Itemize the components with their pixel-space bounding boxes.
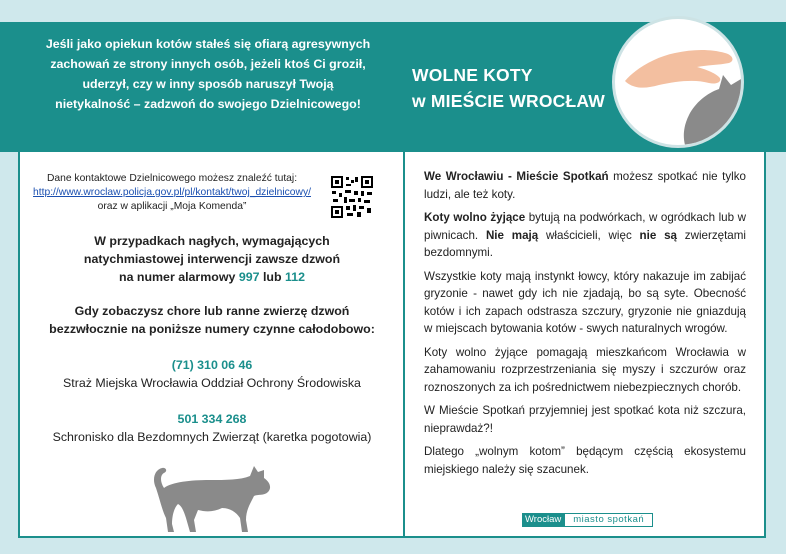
warning-line: uderzył, czy w inny sposób naruszył Twoją <box>82 77 334 91</box>
warning-line: zachowań ze strony innych osób, jeżeli ktoś Ci groził, <box>50 57 366 71</box>
contact-line: Dane kontaktowe Dzielnicowego możesz znaleźć tutaj: <box>46 173 298 184</box>
hand-icon <box>625 50 732 88</box>
warning-line: nietykalność – zadzwoń do swojego Dzielnicowego! <box>55 97 361 111</box>
contact-info <box>22 172 322 214</box>
phone-number[interactable]: 501 334 268 <box>177 412 247 426</box>
paragraph: W Mieście Spotkań przyjemniej jest spotkać kota niż szczura, nieprawdaż?! <box>424 404 746 435</box>
wroclaw-logo-badge <box>522 513 653 527</box>
paragraph: Koty wolno żyjące bytują na podwórkach, w ogródkach lub w piwnicach. Nie mają właścicieli, więc nie są zwierzętami bezdomnymi. <box>424 211 746 259</box>
phone-number[interactable]: (71) 310 06 46 <box>171 358 253 372</box>
hand-cat-illustration <box>612 16 744 148</box>
warning-message <box>18 34 398 114</box>
contact-line: oraz w aplikacji „Moja Komenda” <box>97 201 247 212</box>
column-divider <box>403 152 405 538</box>
phone-entry <box>22 358 402 390</box>
phone-entry <box>22 412 402 444</box>
phone-label: Schronisko dla Bezdomnych Zwierząt (karetka pogotowia) <box>52 430 372 444</box>
badge-left: Wrocław <box>522 513 564 527</box>
paragraph: Wszystkie koty mają instynkt łowcy, który nakazuje im zabijać gryzonie - nawet gdy ich nie zjadają, bo są syte. Obecność kotów i ich zapach odstrasza szczury, gryzonie nie gniazdują w miejscach bytowania kotów - swych naturalnych wrogów. <box>424 269 746 335</box>
title-line-2: w MIEŚCIE WROCŁAW <box>412 91 605 111</box>
emergency-number-112: 112 <box>284 270 305 284</box>
police-link[interactable]: http://www.wroclaw.policja.gov.pl/pl/kontakt/twoj_dzielnicowy/ <box>33 187 311 198</box>
emergency-line: W przypadkach nagłych, wymagających <box>94 234 330 248</box>
emergency-line: na numer alarmowy 997 lub 112 <box>119 270 305 284</box>
sick-animal-info <box>22 302 402 338</box>
page-title <box>412 62 605 114</box>
paragraph: Dlatego „wolnym kotom” będącym częścią ekosystemu miejskiego należy się szacunek. <box>424 445 746 476</box>
paragraph: Koty wolno żyjące pomagają mieszkańcom Wrocławia w zahamowaniu rozprzestrzeniania się myszy i szczurów oraz roznoszonych za ich pośrednictwem niebezpiecznych chorób. <box>424 345 746 394</box>
paragraph: We Wrocławiu - Mieście Spotkań możesz spotkać nie tylko ludzi, ale też koty. <box>424 170 746 201</box>
title-line-1: WOLNE KOTY <box>412 65 533 85</box>
badge-right: miasto spotkań <box>564 513 653 527</box>
qr-code-icon <box>330 175 374 219</box>
walking-cat-icon <box>150 458 278 534</box>
emergency-info <box>22 232 402 286</box>
sick-animal-line: bezzwłocznie na poniższe numery czynne całodobowo: <box>49 322 375 336</box>
phone-label: Straż Miejska Wrocławia Oddział Ochrony Środowiska <box>63 376 361 390</box>
right-column <box>424 168 746 484</box>
sick-animal-line: Gdy zobaczysz chore lub ranne zwierzę dzwoń <box>74 304 350 318</box>
emergency-number-997: 997 <box>238 270 260 284</box>
emergency-line: natychmiastowej interwencji zawsze dzwoń <box>83 252 341 266</box>
warning-line: Jeśli jako opiekun kotów stałeś się ofiarą agresywnych <box>45 37 371 51</box>
